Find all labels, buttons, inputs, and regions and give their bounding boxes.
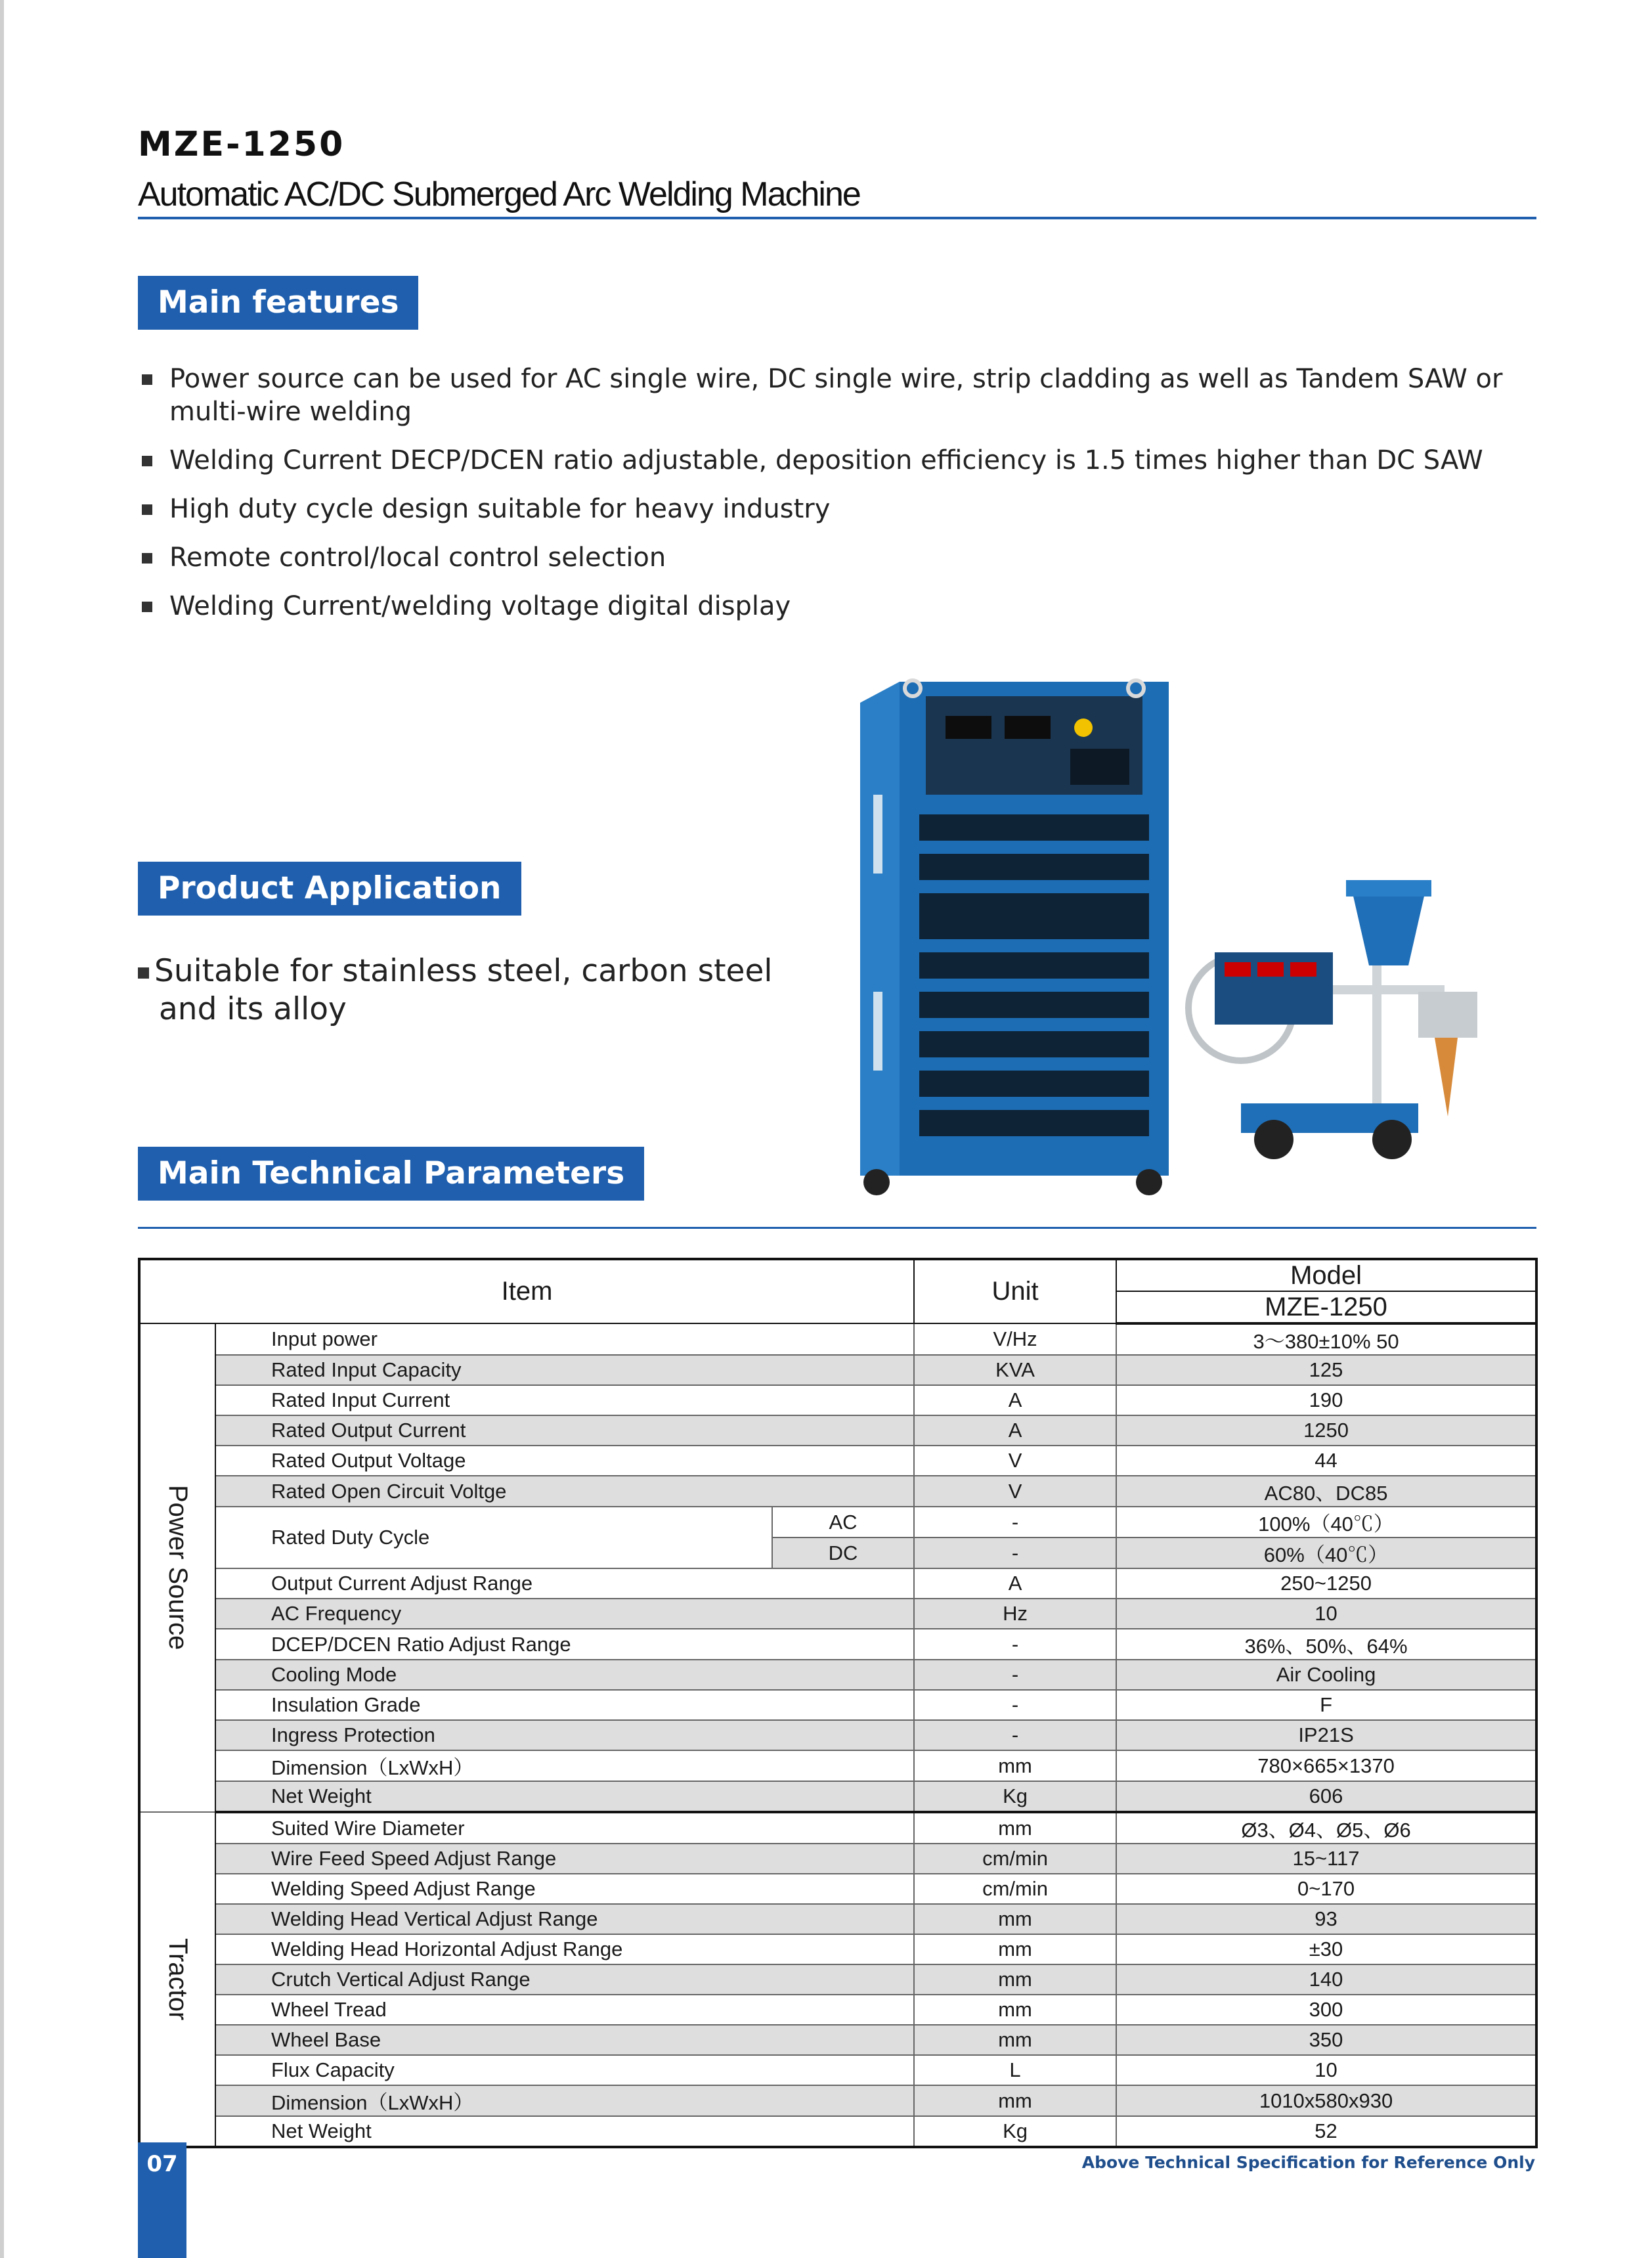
square-bullet-icon [142, 553, 152, 564]
welding-torch [1435, 1038, 1458, 1117]
table-header-row [139, 1259, 1536, 1291]
flux-hopper [1353, 893, 1425, 965]
header-item: Item [139, 1259, 914, 1323]
table-row: Rated Open Circuit Voltge V AC80、DC85 [139, 1476, 1536, 1507]
header-model-name: MZE-1250 [1116, 1291, 1536, 1323]
table-row: Dimension（LxWxH） mm 780×665×1370 [139, 1750, 1536, 1781]
product-subtitle: Automatic AC/DC Submerged Arc Welding Machine [138, 175, 860, 213]
header-unit: Unit [914, 1259, 1116, 1323]
table-row: Rated Input Capacity KVA 125 [139, 1355, 1536, 1385]
table-row: Welding Speed Adjust Range cm/min 0~170 [139, 1874, 1536, 1904]
square-bullet-icon [138, 967, 149, 979]
table-row: DCEP/DCEN Ratio Adjust Range - 36%、50%、64% [139, 1629, 1536, 1660]
table-row: Crutch Vertical Adjust Range mm 140 [139, 1964, 1536, 1995]
group-power-source: Power Source [139, 1323, 215, 1812]
welding-machine-image [847, 676, 1504, 1202]
table-row: Power Source Input power V/Hz 3～380±10% 50 [139, 1323, 1536, 1355]
spec-table [138, 1258, 1538, 2148]
application-heading: Product Application [138, 862, 521, 916]
table-row: Flux Capacity L 10 [139, 2055, 1536, 2085]
page-number: 07 [146, 2151, 178, 2177]
table-row: Rated Duty Cycle AC - 100%（40℃） [139, 1507, 1536, 1538]
reference-note: Above Technical Specification for Reference Only [1081, 2153, 1535, 2172]
table-row: Insulation Grade - F [139, 1690, 1536, 1720]
table-row: DC - 60%（40℃） [139, 1538, 1536, 1568]
parameters-rule [138, 1227, 1536, 1229]
table-row: Rated Output Voltage V 44 [139, 1446, 1536, 1476]
table-row: Welding Head Vertical Adjust Range mm 93 [139, 1904, 1536, 1934]
table-row: Tractor Suited Wire Diameter mm Ø3、Ø4、Ø5、Ø6 [139, 1812, 1536, 1844]
feature-item: Welding Current/welding voltage digital display [138, 590, 1543, 623]
table-row: AC Frequency Hz 10 [139, 1599, 1536, 1629]
table-row: Output Current Adjust Range A 250~1250 [139, 1568, 1536, 1599]
parameters-heading: Main Technical Parameters [138, 1147, 644, 1201]
feature-item: Welding Current DECP/DCEN ratio adjustable, deposition efficiency is 1.5 times higher than DC SAW [138, 444, 1543, 477]
features-list [138, 363, 1543, 638]
table-row: Welding Head Horizontal Adjust Range mm ±30 [139, 1934, 1536, 1964]
table-row: Wheel Base mm 350 [139, 2025, 1536, 2055]
square-bullet-icon [142, 602, 152, 612]
square-bullet-icon [142, 374, 152, 385]
table-row: Net Weight Kg 606 [139, 1781, 1536, 1812]
header-model: Model [1116, 1259, 1536, 1291]
model-title: MZE-1250 [138, 125, 345, 164]
application-text: Suitable for stainless steel, carbon steel and its alloy [138, 952, 794, 1029]
title-underline [138, 217, 1536, 219]
square-bullet-icon [142, 456, 152, 466]
table-row: Cooling Mode - Air Cooling [139, 1660, 1536, 1690]
feature-item: High duty cycle design suitable for heavy industry [138, 493, 1543, 525]
square-bullet-icon [142, 504, 152, 515]
table-row: Wheel Tread mm 300 [139, 1995, 1536, 2025]
table-row: Net Weight Kg 52 [139, 2116, 1536, 2147]
page-edge-rule [0, 0, 4, 2258]
feature-item: Remote control/local control selection [138, 541, 1543, 574]
table-row: Dimension（LxWxH） mm 1010x580x930 [139, 2085, 1536, 2116]
table-row: Wire Feed Speed Adjust Range cm/min 15~117 [139, 1844, 1536, 1874]
table-row: Rated Output Current A 1250 [139, 1415, 1536, 1446]
feature-item: Power source can be used for AC single wire, DC single wire, strip cladding as well as Tandem SAW or multi-wire welding [138, 363, 1543, 428]
table-row: Rated Input Current A 190 [139, 1385, 1536, 1415]
group-tractor: Tractor [139, 1812, 215, 2147]
table-row: Ingress Protection - IP21S [139, 1720, 1536, 1750]
features-heading: Main features [138, 276, 418, 330]
